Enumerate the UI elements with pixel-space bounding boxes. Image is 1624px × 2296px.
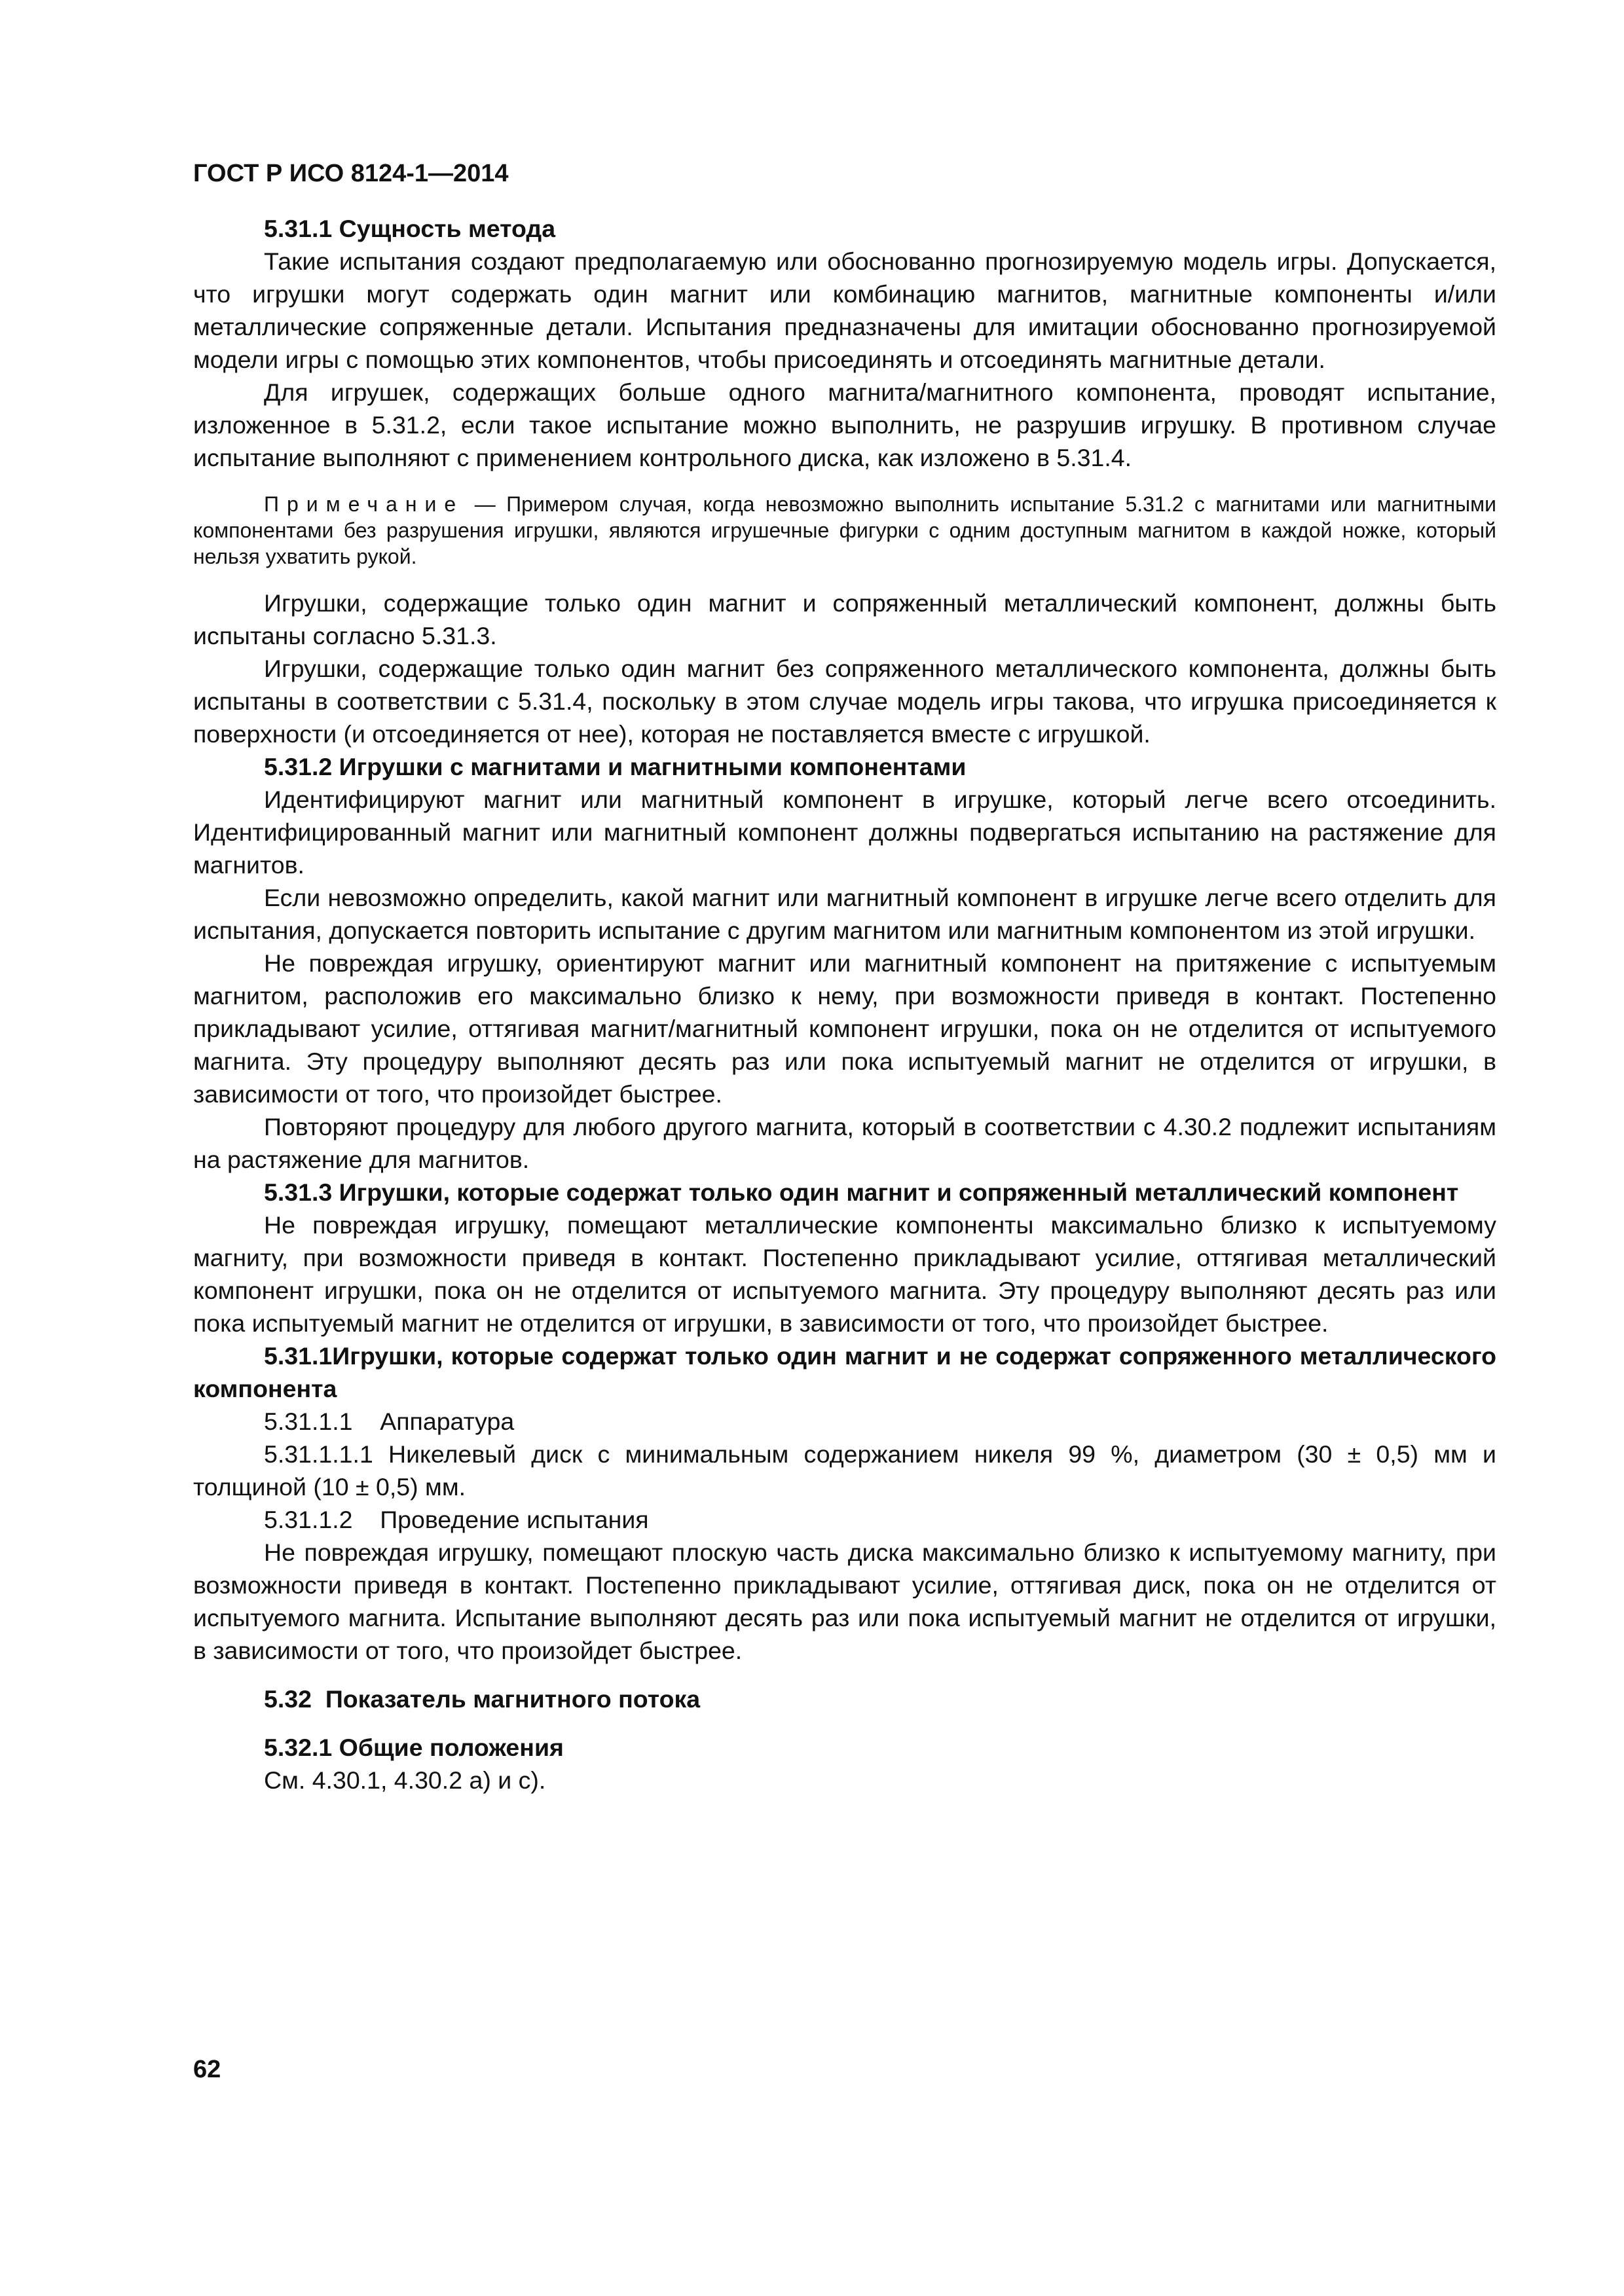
note [193, 491, 1496, 570]
note-text: — Примером случая, когда невозможно выполнить испытание 5.31.2 с магнитами или магнитными компонентами без разрушения игрушки, являются игрушечные фигурки с одним доступным магнитом в каждой ножке, который нельзя ухватить рукой. [193, 492, 1496, 568]
document-code-header: ГОСТ Р ИСО 8124-1—2014 [193, 160, 509, 187]
paragraph: Не повреждая игрушку, помещают металлические компоненты максимально близко к испытуемому магниту, при возможности приведя в контакт. Постепенно прикладывают усилие, оттягивая металлический компонент игрушки, пока он не отделится от испытуемого магнита. Эту процедуру выполняют десять раз или пока испытуемый магнит не отделится от игрушки, в зависимости от того, что произойдет быстрее. [193, 1211, 1496, 1337]
paragraph: Не повреждая игрушку, ориентируют магнит или магнитный компонент на притяжение с испытуемым магнитом, расположив его максимально близко к нему, при возможности приведя в контакт. Постепенно прикладывают усилие, оттягивая магнит/магнитный компонент игрушки, пока он не отделится от испытуемого магнита. Эту процедуру выполняют десять раз или пока испытуемый магнит не отделится от игрушки, в зависимости от того, что произойдет быстрее. [193, 949, 1496, 1108]
page-number: 62 [193, 2056, 221, 2083]
paragraph: Не повреждая игрушку, помещают плоскую часть диска максимально близко к испытуемому магниту, при возможности приведя в контакт. Постепенно прикладывают усилие, оттягивая диск, пока он не отделится от испытуемого магнита. Испытание выполняют десять раз или пока испытуемый магнит не отделится от игрушки, в зависимости от того, что произойдет быстрее. [193, 1539, 1496, 1664]
paragraph: 5.31.1.1.1 Никелевый диск с минимальным содержанием никеля 99 %, диаметром (30 ± 0,5) мм и толщиной (10 ± 0,5) мм. [193, 1440, 1496, 1501]
heading-5-32-1: 5.32.1 Общие положения [264, 1734, 564, 1761]
heading-5-31-3: 5.31.3 Игрушки, которые содержат только один магнит и сопряженный металлический компонент [264, 1178, 1459, 1206]
paragraph: Такие испытания создают предполагаемую или обоснованно прогнозируемую модель игры. Допускается, что игрушки могут содержать один магнит или комбинацию магнитов, магнитные компоненты и/или металлические сопряженные детали. Испытания предназначены для имитации обоснованно прогнозируемой модели игры с помощью этих компонентов, чтобы присоединять и отсоединять магнитные детали. [193, 247, 1496, 373]
paragraph: Игрушки, содержащие только один магнит без сопряженного металлического компонента, должны быть испытаны в соответствии с 5.31.4, поскольку в этом случае модель игры такова, что игрушка присоединяется к поверхности (и отсоединяется от нее), которая не поставляется вместе с игрушкой. [193, 655, 1496, 748]
heading-5-31-1: 5.31.1 Сущность метода [264, 215, 556, 242]
heading-5-31-2: 5.31.2 Игрушки с магнитами и магнитными компонентами [264, 753, 967, 780]
paragraph: Повторяют процедуру для любого другого магнита, который в соответствии с 4.30.2 подлежит испытаниям на растяжение для магнитов. [193, 1113, 1496, 1173]
paragraph: См. 4.30.1, 4.30.2 а) и с). [264, 1766, 546, 1794]
paragraph: Игрушки, содержащие только один магнит и сопряженный металлический компонент, должны быть испытаны согласно 5.31.3. [193, 589, 1496, 649]
note-label: Примечание [264, 492, 464, 516]
subheading-procedure: 5.31.1.2 Проведение испытания [264, 1506, 649, 1533]
paragraph: Если невозможно определить, какой магнит или магнитный компонент в игрушке легче всего отделить для испытания, допускается повторить испытание с другим магнитом или магнитным компонентом из этой игрушки. [193, 884, 1496, 944]
paragraph: Для игрушек, содержащих больше одного магнита/магнитного компонента, проводят испытание, изложенное в 5.31.2, если такое испытание можно выполнить, не разрушив игрушку. В противном случае испытание выполняют с применением контрольного диска, как изложено в 5.31.4. [193, 378, 1496, 471]
paragraph: Идентифицируют магнит или магнитный компонент в игрушке, который легче всего отсоединить. Идентифицированный магнит или магнитный компонент должны подвергаться испытанию на растяжение для магнитов. [193, 786, 1496, 879]
subheading-apparatus: 5.31.1.1 Аппаратура [264, 1408, 515, 1435]
document-page [193, 157, 1496, 1796]
heading-5-32: 5.32 Показатель магнитного потока [264, 1685, 701, 1713]
heading-5-31-1-single-magnet: 5.31.1Игрушки, которые содержат только один магнит и не содержат сопряженного металлического компонента [193, 1342, 1496, 1402]
